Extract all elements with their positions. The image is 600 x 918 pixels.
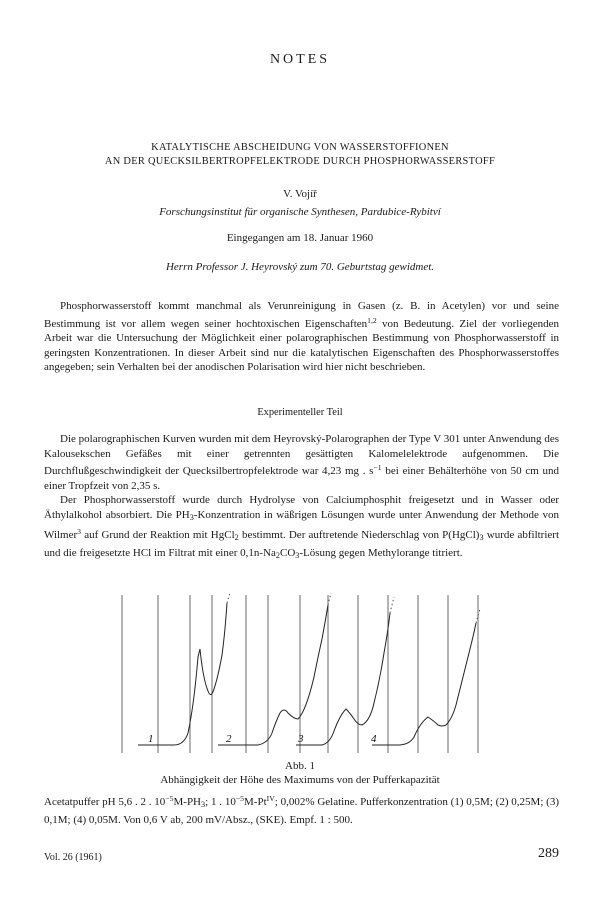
page-number: 289	[538, 846, 559, 861]
running-header: NOTES	[269, 52, 331, 67]
journal-volume: Vol. 26 (1961)	[44, 852, 102, 863]
polarogram-figure	[118, 593, 482, 755]
received-date: Eingegangen am 18. Januar 1960	[226, 232, 374, 244]
polarogram-curve-1	[138, 603, 227, 745]
figure-title: Abb. 1	[285, 760, 315, 772]
polarogram-curve-3	[296, 613, 390, 745]
curve-label-2: 2	[226, 733, 232, 745]
intro-paragraph: Phosphorwasserstoff kommt manchmal als Verunreinigung in Gasen (z. B. in Acetylen) vor und seine Bestimmung ist vor allem wegen seiner hochtoxischen Eigenschaften$^{1,2}$ von Bedeutung. Ziel der vorliegenden Arbeit war die Untersuchung der Möglichkeit einer polarographischen Bestimmung von Phosphorwasserstoff in geringsten Konzentrationen. In dieser Arbeit sind nur die katalytischen Eigenschaften des Phosphorwasserstoffes angegeben; sein Verhalten bei der anodischen Polarisation wird hier nicht beschrieben.	[44, 300, 559, 373]
curve-label-1: 1	[148, 733, 154, 745]
dedication: Herrn Professor J. Heyrovský zum 70. Geburtstag gewidmet.	[165, 261, 435, 273]
curve-label-3: 3	[298, 733, 304, 745]
article-title-line-1: KATALYTISCHE ABSCHEIDUNG VON WASSERSTOFFIONEN	[151, 142, 449, 153]
article-title-line-2: AN DER QUECKSILBERTROPFELEKTRODE DURCH PHOSPHORWASSERSTOFF	[104, 156, 496, 167]
figure-dotted-extensions	[227, 593, 480, 623]
curve-label-4: 4	[371, 733, 377, 745]
polarogram-curve-2	[218, 605, 328, 745]
section-heading: Experimenteller Teil	[257, 407, 343, 418]
author: V. Vojíř	[283, 188, 317, 200]
affiliation: Forschungsinstitut für organische Synthesen, Pardubice-Rybitví	[159, 206, 441, 218]
figure-caption: Acetatpuffer pH 5,6 . 2 . $10^{-5}M-PH_3$; 1 . $10^{-5}M-Pt^{IV}$; 0,002% Gelatine. Pufferkonzentration (1) 0,5M; (2) 0,25M; (3) 0,1M; (4) 0,05M. Von 0,6 V ab, 200 mV/Absz., (SKE). Empf. 1 : 500.	[44, 794, 559, 826]
figure-subtitle: Abhängigkeit der Höhe des Maximums von der Pufferkapazität	[160, 774, 440, 786]
experimental-paragraphs: Die polarographischen Kurven wurden mit dem Heyrovský-Polarographen der Type V 301 unter Anwendung des Kalousekschen Gefäßes mit einer getrennten gesättigten Kalomelelektrode aufgenommen. Die Durchflußgeschwindigkeit der Quecksilbertropfelektrode war 4,23 mg . $s^{-1}$ bei einer Behälterhöhe von 50 cm und einer Tropfzeit von 2,35 s. Der Phosphorwasserstoff wurde durch Hydrolyse von Calciumphosphit freigesetzt und in Wasser oder Äthylalkohol absorbiert. Die $PH_3$-Konzentration in wäßrigen Lösungen wurde unter Anwendung der Methode von Wilmer$^3$ auf Grund der Reaktion mit HgCl$_2$ bestimmt. Der auftretende Niederschlag von $P(HgCl)_3$ wurde abfiltriert und die freigesetzte HCl im Filtrat mit einer $0,1n-Na_2CO_3$-Lösung gegen Methylorange titriert.	[44, 433, 560, 560]
figure-gridlines	[122, 595, 478, 753]
